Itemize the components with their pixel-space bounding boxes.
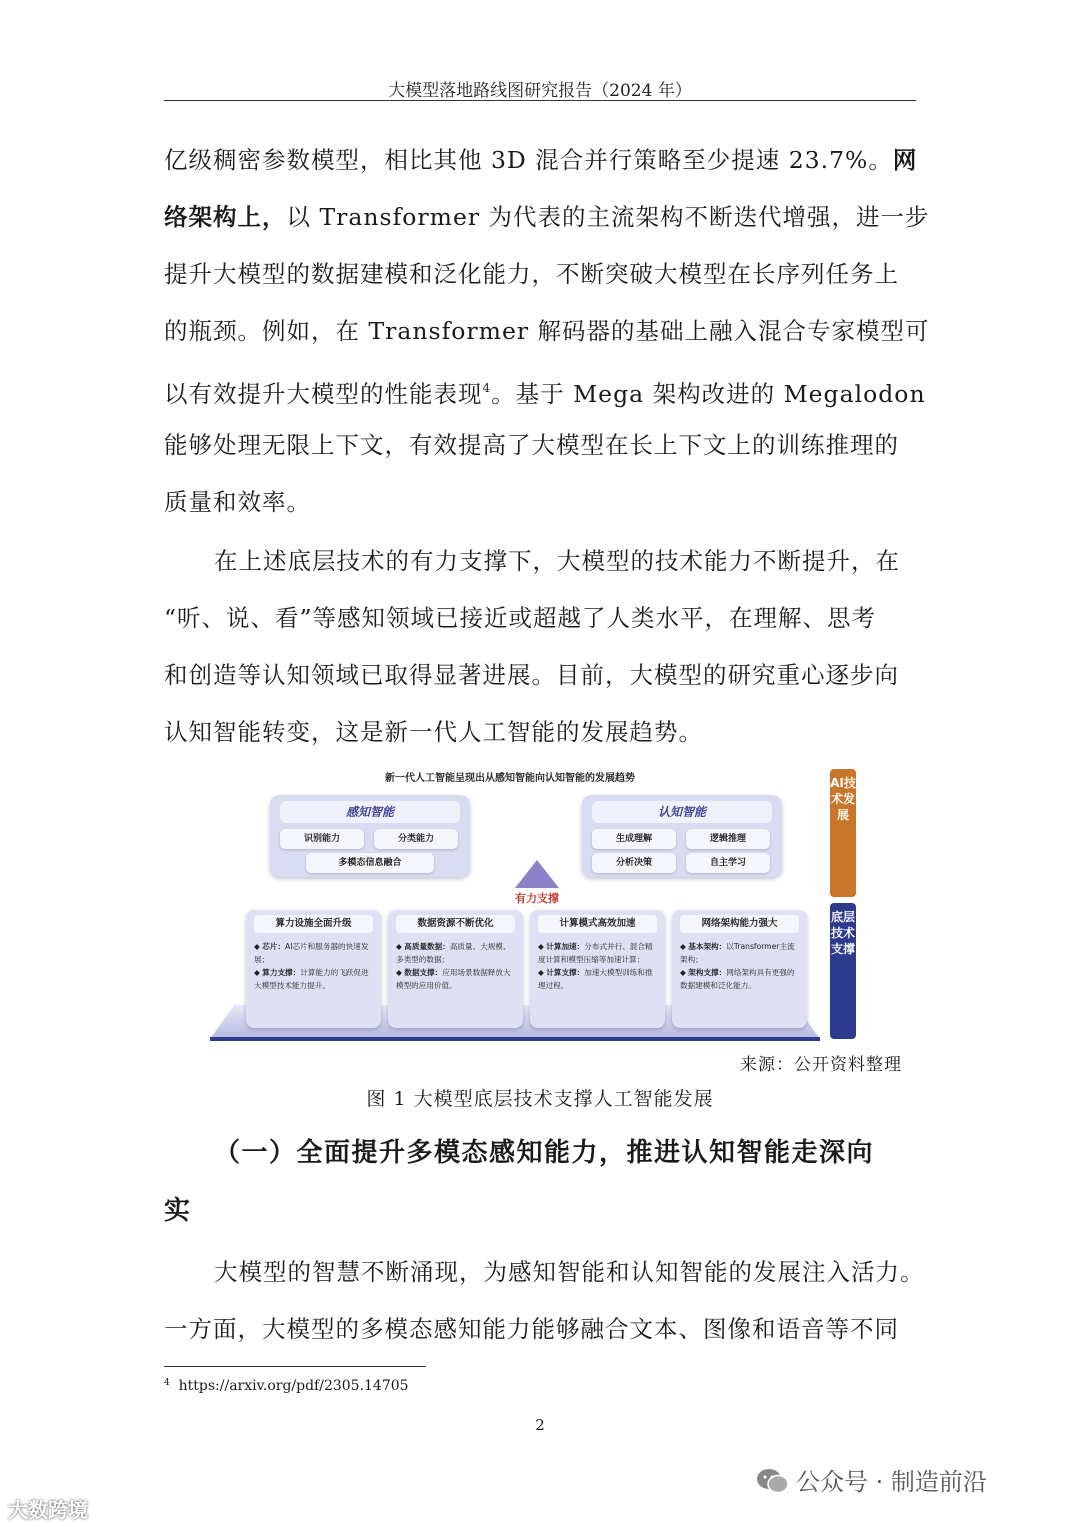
cognition-item: 自主学习 xyxy=(686,853,770,873)
page-number: 2 xyxy=(535,1416,545,1434)
text-line: 能够处理无限上下文，有效提高了大模型在长上下文上的训练推理的 xyxy=(164,431,899,459)
footnote-rule xyxy=(164,1366,426,1367)
section-heading: （一）全面提升多模态感知能力，推进认知智能走深向 实 xyxy=(164,1138,875,1226)
text-line: 络架构上，以 Transformer 为代表的主流架构不断迭代增强，进一步 xyxy=(164,203,930,231)
text-line: “听、说、看”等感知领域已接近或超越了人类水平，在理解、思考 xyxy=(164,604,877,632)
platform-edge xyxy=(210,1037,820,1041)
card-title: 计算模式高效加速 xyxy=(538,915,657,933)
perception-box xyxy=(270,795,470,877)
watermark-wechat: 公众号 · 制造前沿 xyxy=(756,1462,987,1497)
card-body: ◆ 计算加速：分布式并行、混合精度计算和模型压缩等加速计算； ◆ 计算支撑：加速大模型训练和推理过程。 xyxy=(538,942,653,990)
perception-label: 感知智能 xyxy=(280,801,460,823)
footnote-ref[interactable]: 4 xyxy=(482,381,492,395)
perception-item: 识别能力 xyxy=(280,829,364,849)
figure-title: 新一代人工智能呈现出从感知智能向认知智能的发展趋势 xyxy=(385,773,635,784)
text-line: 在上述底层技术的有力支撑下，大模型的技术能力不断提升，在 xyxy=(214,547,900,575)
text-line: 以有效提升大模型的性能表现$^4$。基于 Mega 架构改进的 Megalodon xyxy=(164,380,926,408)
card-title: 数据资源不断优化 xyxy=(396,915,515,933)
up-arrow-icon xyxy=(515,860,559,888)
footnote-link[interactable]: https://arxiv.org/pdf/2305.14705 xyxy=(178,1378,409,1394)
cognition-label: 认知智能 xyxy=(592,801,772,823)
cognition-item: 逻辑推理 xyxy=(686,829,770,849)
figure-caption: 图 1 大模型底层技术支撑人工智能发展 xyxy=(366,1088,714,1110)
wechat-icon xyxy=(756,1468,790,1494)
perception-item: 多模态信息融合 xyxy=(306,853,434,873)
text-line: 亿级稠密参数模型，相比其他 3D 混合并行策略至少提速 23.7%。网 xyxy=(164,146,918,174)
text-line: 一方面，大模型的多模态感知能力能够融合文本、图像和语音等不同 xyxy=(164,1315,899,1343)
card-body: ◆ 芯片：AI芯片和服务器的快速发展； ◆ 算力支撑：计算能力的飞跃促进大模型技术能力提升。 xyxy=(254,942,369,990)
card-body: ◆ 高质量数据：高质量、大规模、多类型的数据； ◆ 数据支撑：应用场景数据释放大模型的应用价值。 xyxy=(396,942,511,990)
cognition-item: 生成理解 xyxy=(592,829,676,849)
card-body: ◆ 基本架构：以Transformer主流架构； ◆ 架构支撑：网络架构具有更强的数据建模和泛化能力。 xyxy=(680,942,795,990)
side-label-ai: AI技术发展 xyxy=(830,769,856,897)
text-line: 提升大模型的数据建模和泛化能力，不断突破大模型在长序列任务上 xyxy=(164,260,899,288)
side-label-foundation: 底层技术支撑 xyxy=(830,903,856,1039)
cognition-box xyxy=(582,795,782,877)
foundation-card xyxy=(388,910,523,1028)
footnote: $^4$ https://arxiv.org/pdf/2305.14705 xyxy=(164,1378,409,1394)
header-rule xyxy=(164,100,916,101)
text-line: 和创造等认知领域已取得显著进展。目前，大模型的研究重心逐步向 xyxy=(164,661,899,689)
perception-item: 分类能力 xyxy=(374,829,458,849)
running-header: 大模型落地路线图研究报告（2024 年） xyxy=(388,81,692,101)
text-line: 的瓶颈。例如，在 Transformer 解码器的基础上融入混合专家模型可 xyxy=(164,317,930,345)
foundation-card xyxy=(672,910,807,1028)
text-line: 大模型的智慧不断涌现，为感知智能和认知智能的发展注入活力。 xyxy=(214,1258,925,1286)
watermark-brand: 大数跨境 xyxy=(8,1498,88,1522)
figure-diagram xyxy=(210,765,870,1045)
text-line: 质量和效率。 xyxy=(164,488,311,516)
text-line: 认知智能转变，这是新一代人工智能的发展趋势。 xyxy=(164,718,703,746)
card-title: 网络架构能力强大 xyxy=(680,915,799,933)
paragraph-3 xyxy=(164,1244,925,1358)
figure-source: 来源：公开资料整理 xyxy=(740,1055,902,1075)
paragraph-2 xyxy=(164,533,916,761)
foundation-card xyxy=(246,910,381,1028)
paragraph-1 xyxy=(164,132,930,531)
card-title: 算力设施全面升级 xyxy=(254,915,373,933)
foundation-card xyxy=(530,910,665,1028)
support-label: 有力支撑 xyxy=(515,892,559,905)
cognition-item: 分析决策 xyxy=(592,853,676,873)
